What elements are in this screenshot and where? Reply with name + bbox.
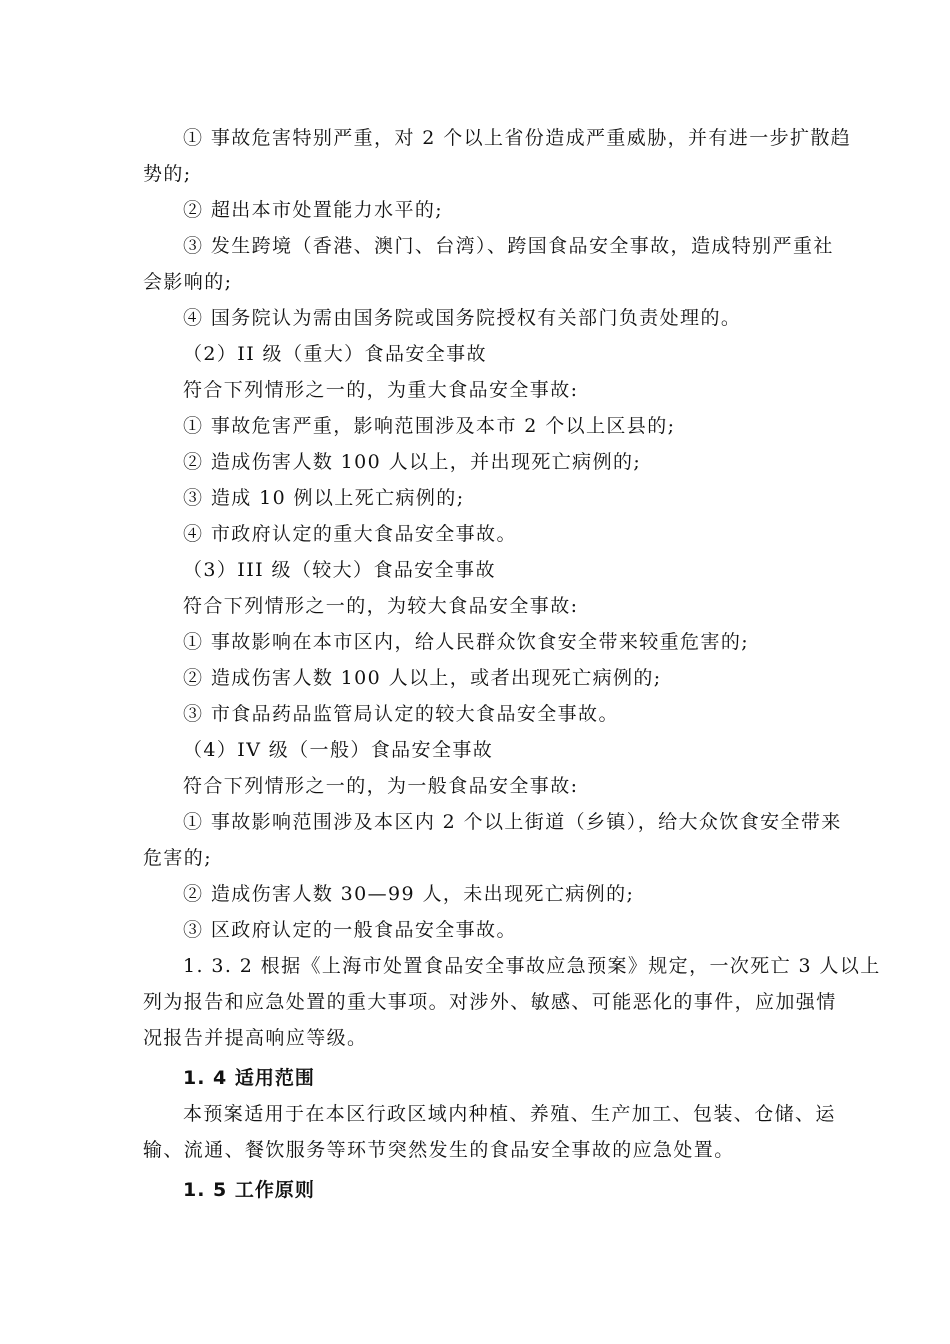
- text-line-14: 符合下列情形之一的，为较大食品安全事故:: [183, 595, 579, 617]
- section-heading-principles: 1. 5 工作原则: [183, 1179, 315, 1201]
- subheading-level-2: （2）II 级（重大）食品安全事故: [183, 343, 487, 365]
- text-line-4: ③ 发生跨境（香港、澳门、台湾）、跨国食品安全事故，造成特别严重社: [183, 235, 834, 257]
- text-line-26: 况报告并提高响应等级。: [143, 1027, 368, 1049]
- text-line-5: 会影响的;: [143, 271, 233, 293]
- subheading-level-3: （3）III 级（较大）食品安全事故: [183, 559, 496, 581]
- text-line-6: ④ 国务院认为需由国务院或国务院授权有关部门负责处理的。: [183, 307, 742, 329]
- text-line-28: 本预案适用于在本区行政区域内种植、养殖、生产加工、包装、仓储、运: [183, 1103, 836, 1125]
- text-line-23: ③ 区政府认定的一般食品安全事故。: [183, 919, 517, 941]
- text-line-21: 危害的;: [143, 847, 213, 869]
- subheading-level-4: （4）IV 级（一般）食品安全事故: [183, 739, 494, 761]
- text-line-25: 列为报告和应急处置的重大事项。对涉外、敏感、可能恶化的事件，应加强情: [143, 991, 837, 1013]
- text-line-3: ② 超出本市处置能力水平的;: [183, 199, 444, 221]
- section-heading-scope: 1. 4 适用范围: [183, 1067, 315, 1089]
- text-line-29: 输、流通、餐饮服务等环节突然发生的食品安全事故的应急处置。: [143, 1139, 735, 1161]
- text-line-2: 势的;: [143, 163, 192, 185]
- text-line-17: ③ 市食品药品监管局认定的较大食品安全事故。: [183, 703, 619, 725]
- text-line-12: ④ 市政府认定的重大食品安全事故。: [183, 523, 517, 545]
- text-line-8: 符合下列情形之一的，为重大食品安全事故:: [183, 379, 579, 401]
- text-line-11: ③ 造成 10 例以上死亡病例的;: [183, 487, 465, 509]
- text-line-9: ① 事故危害严重，影响范围涉及本市 2 个以上区县的;: [183, 415, 676, 437]
- text-line-24: 1. 3. 2 根据《上海市处置食品安全事故应急预案》规定，一次死亡 3 人以上: [183, 955, 881, 977]
- text-line-19: 符合下列情形之一的，为一般食品安全事故:: [183, 775, 579, 797]
- text-line-16: ② 造成伤害人数 100 人以上，或者出现死亡病例的;: [183, 667, 662, 689]
- text-line-20: ① 事故影响范围涉及本区内 2 个以上街道（乡镇），给大众饮食安全带来: [183, 811, 842, 833]
- text-line-1: ① 事故危害特别严重，对 2 个以上省份造成严重威胁，并有进一步扩散趋: [183, 127, 852, 149]
- text-line-22: ② 造成伤害人数 30—99 人，未出现死亡病例的;: [183, 883, 635, 905]
- text-line-15: ① 事故影响在本市区内，给人民群众饮食安全带来较重危害的;: [183, 631, 750, 653]
- text-line-10: ② 造成伤害人数 100 人以上，并出现死亡病例的;: [183, 451, 642, 473]
